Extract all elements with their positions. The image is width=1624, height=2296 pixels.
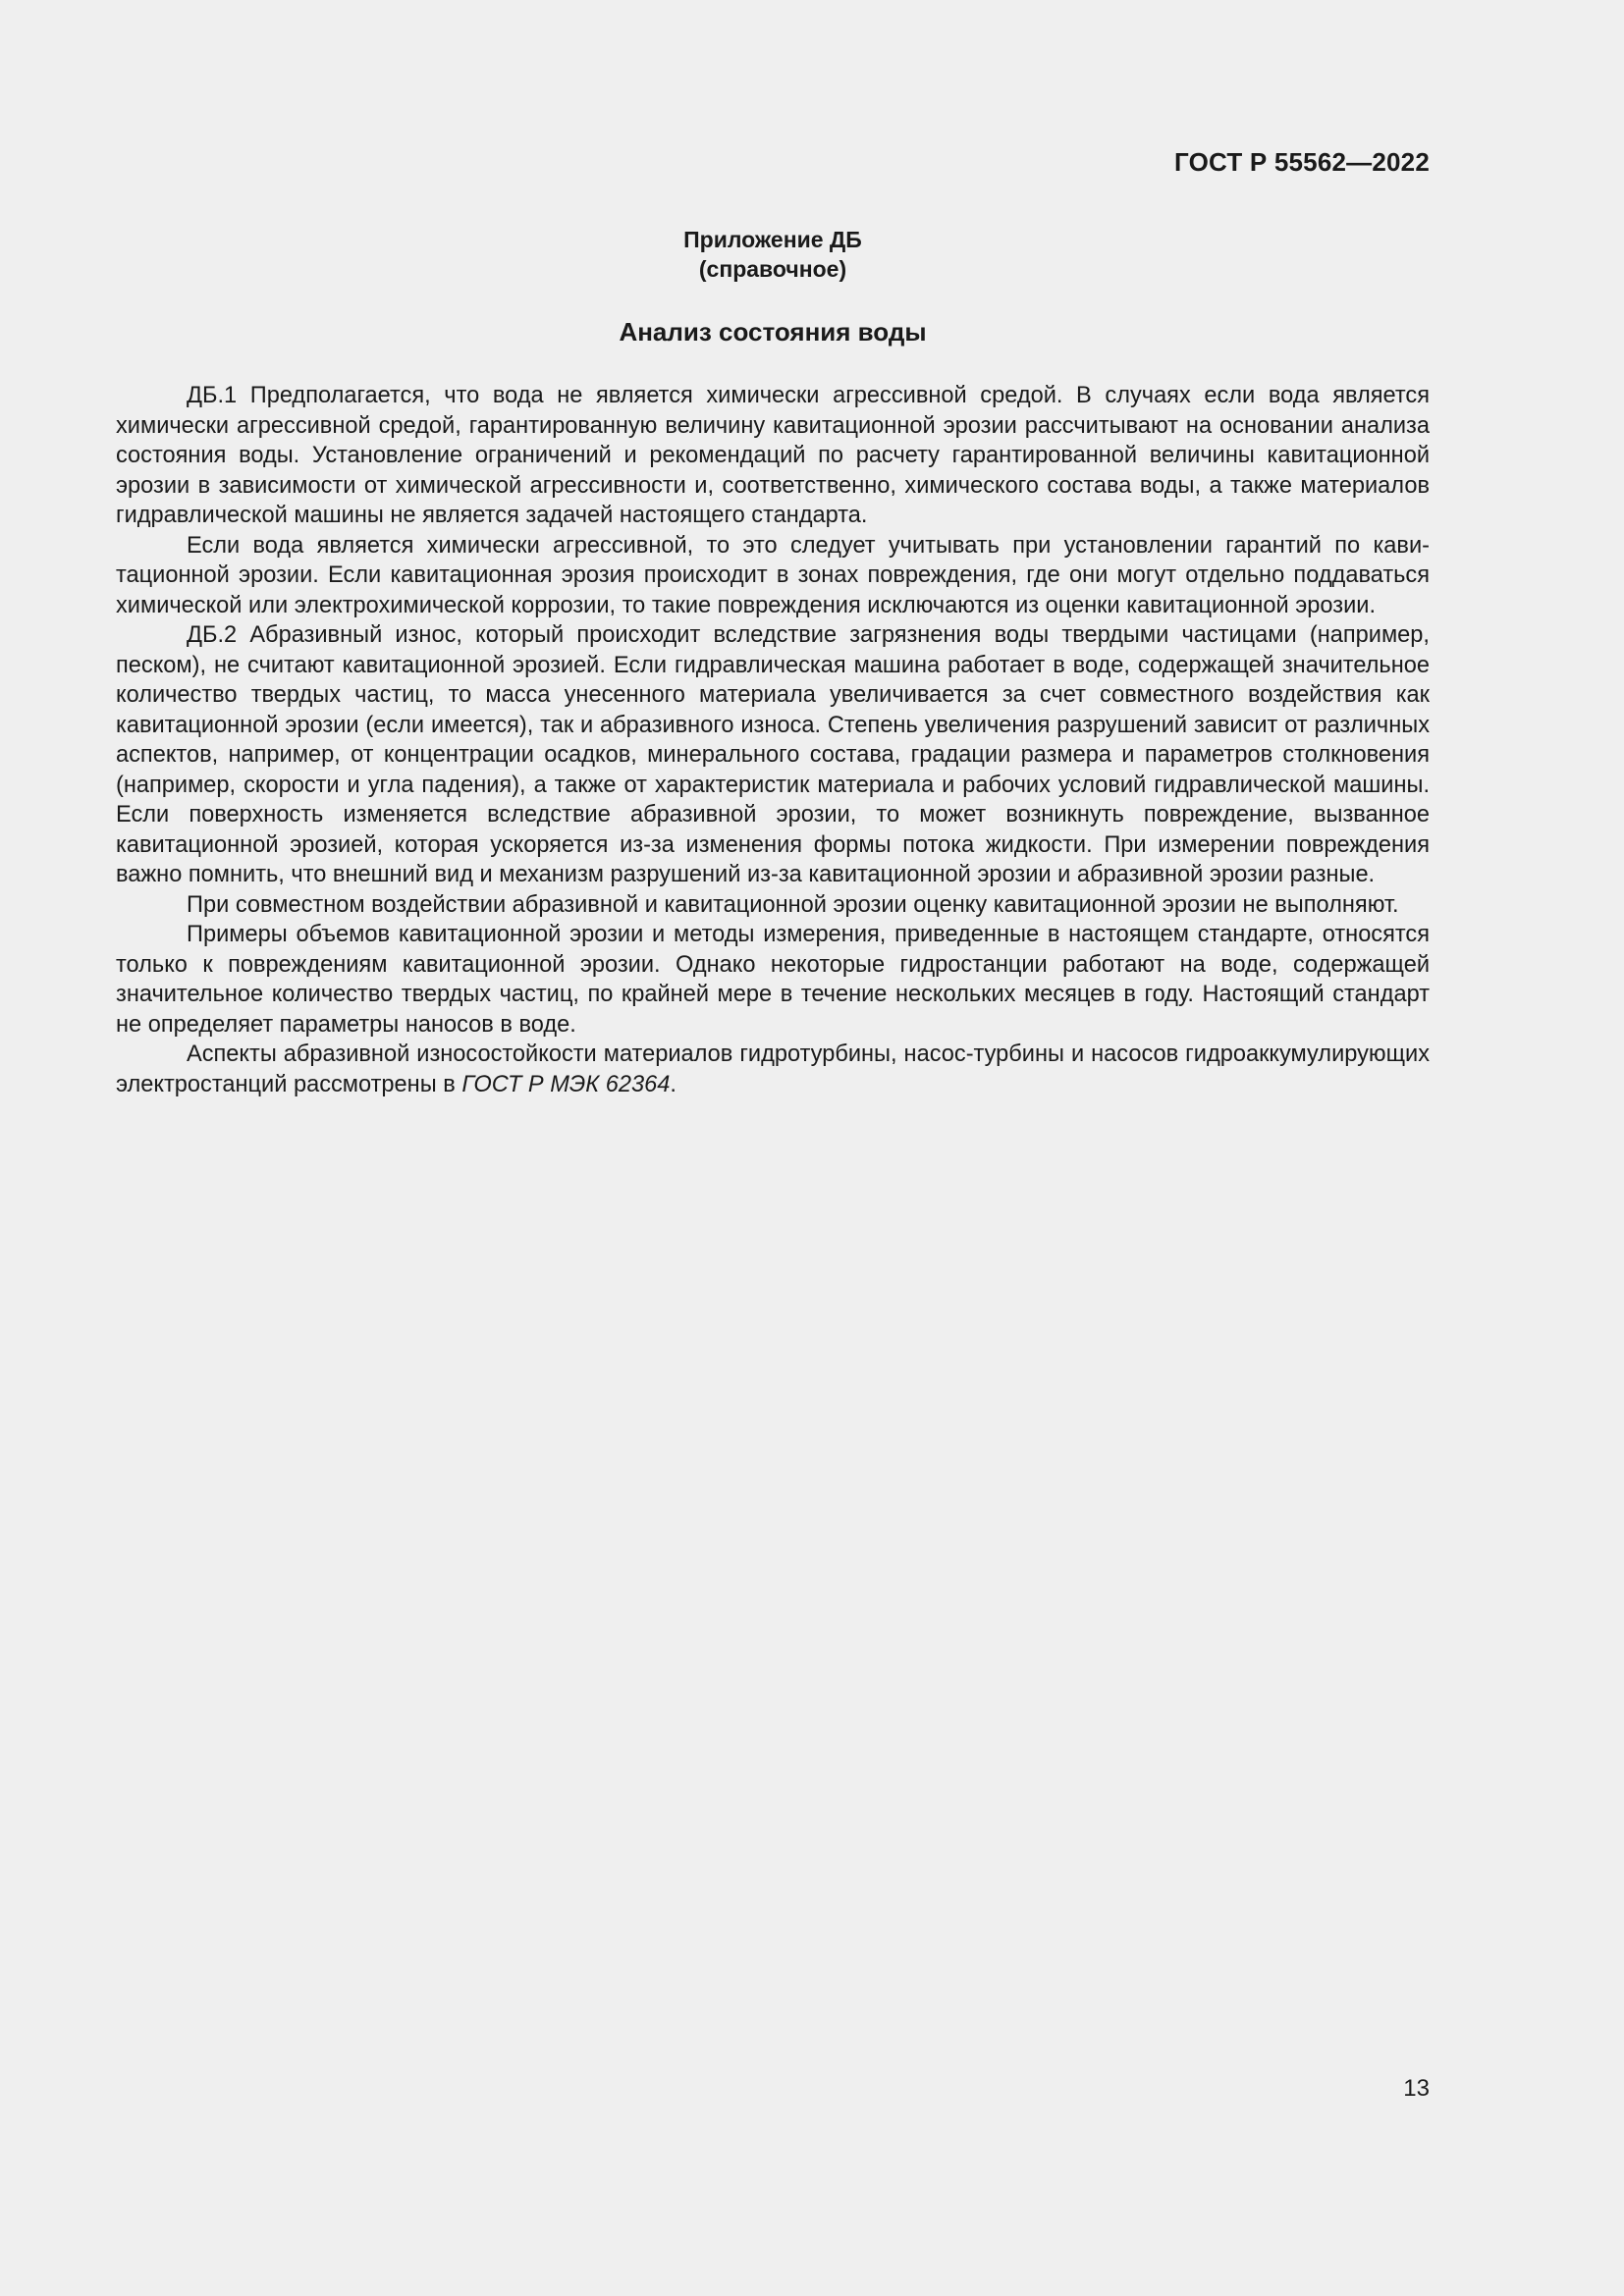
abrasive-resistance-text: Аспекты абразивной износостойкости материалов гидротурбины, насос-турбины и насосов гидроаккумулирующих электростанций рассмотрены в bbox=[116, 1041, 1430, 1097]
paragraph-combined-erosion: При совместном воздействии абразивной и кавитационной эрозии оценку кавитационной эрозии не выполняют. bbox=[187, 891, 1399, 918]
body-text bbox=[116, 381, 1430, 1099]
section-title: Анализ состояния воды bbox=[619, 317, 927, 347]
paragraph-end: . bbox=[670, 1071, 677, 1097]
paragraph-abrasive-resistance bbox=[116, 1040, 1430, 1099]
appendix-title: Приложение ДБ bbox=[683, 227, 862, 252]
paragraph-db2: ДБ.2 Абразивный износ, который происходит вследствие загрязнения воды твердыми частицами (например, песком), не считают кавитационной эрозией. Если гидравлическая машина работает в воде, содержащей значительное количество твердых частиц, то масса унесенного материала увеличивается за счет совместного воздействия как кавитационной эрозии (если имеется), так и абразивного износа. Степень увеличения разрушений зависит от различных аспектов, например, от концентрации осадков, минерального состава, градации размера и параметров столкновения (например, скорости и угла падения), а также от характеристик материала и рабочих условий гидравлической машины. Если поверхность изменяется вследствие абразивной эрозии, то может возникнуть повреждение, вызванное кавитационной эрозией, которая ускоряется из-за изменения формы потока жидкости. При измерении повреждения важно помнить, что внешний вид и механизм разрушений из-за кавитационной эрозии и абразивной эрозии разные. bbox=[116, 622, 1430, 887]
paragraph-chemical-aggression: Если вода является химически агрессивной, то это следует учитывать при установлении гарантий по кавитационной эрозии. Если кавитационная эрозия происходит в зонах повреждения, где они могут отдельно поддаваться химической или электрохимической коррозии, то такие повреждения исключаются из оценки кавитационной эрозии. bbox=[116, 532, 1430, 618]
appendix-subtitle: (справочное) bbox=[698, 256, 847, 282]
document-code: ГОСТ Р 55562—2022 bbox=[1174, 147, 1430, 177]
paragraph-examples: Примеры объемов кавитационной эрозии и методы измерения, приведенные в настоящем стандарте, относятся только к повреждениям кавитационной эрозии. Однако некоторые гидростанции работают на воде, содержащей значительное количество твердых частиц, по крайней мере в течение нескольких месяцев в году. Настоящий стандарт не определяет параметры наносов в воде. bbox=[116, 922, 1430, 1038]
appendix-heading bbox=[116, 225, 1430, 284]
paragraph-db1: ДБ.1 Предполагается, что вода не является химически агрессивной средой. В случаях если вода является химически агрессивной средой, гарантированную величину кавитационной эрозии рассчитывают на основании анализа состояния воды. Установление ограничений и рекомендаций по расчету гарантированной величины кавитационной эрозии в зависимости от химической агрессивности и, соответственно, химического состава воды, а также материалов гидравлической машины не является задачей настоящего стандарта. bbox=[116, 383, 1430, 528]
page-number: 13 bbox=[1403, 2075, 1430, 2102]
standard-reference: ГОСТ Р МЭК 62364 bbox=[461, 1071, 671, 1097]
